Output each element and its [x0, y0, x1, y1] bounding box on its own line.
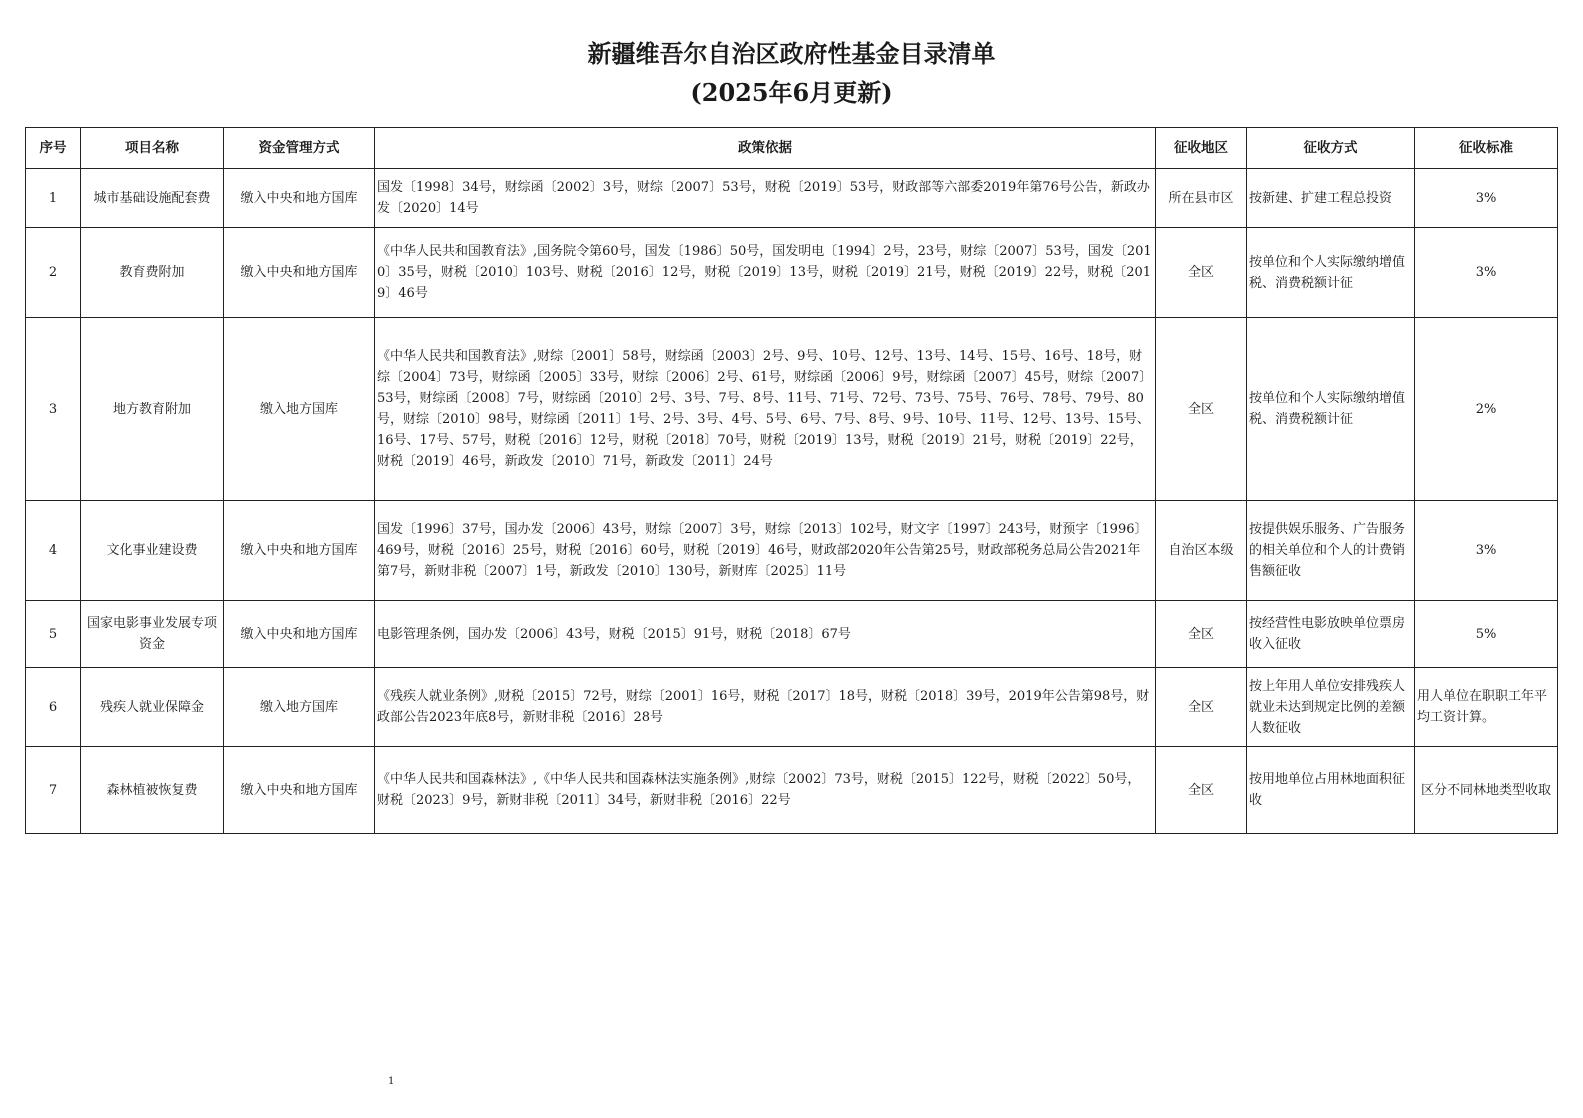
cell-name: 国家电影事业发展专项资金	[81, 601, 224, 668]
cell-method: 按经营性电影放映单位票房收入征收	[1247, 601, 1415, 668]
cell-no: 3	[26, 318, 81, 501]
cell-method: 按新建、扩建工程总投资	[1247, 169, 1415, 228]
cell-standard: 区分不同林地类型收取	[1415, 747, 1558, 834]
header-policy: 政策依据	[375, 128, 1156, 169]
table-row	[26, 747, 1558, 834]
cell-management: 缴入中央和地方国库	[224, 501, 375, 601]
cell-standard: 3%	[1415, 169, 1558, 228]
table-header-row	[26, 128, 1558, 169]
cell-management: 缴入中央和地方国库	[224, 747, 375, 834]
cell-management: 缴入地方国库	[224, 318, 375, 501]
cell-policy: 《中华人民共和国森林法》,《中华人民共和国森林法实施条例》,财综〔2002〕73号，财税〔2015〕122号，财税〔2022〕50号，财税〔2023〕9号，新财非税〔2011〕34号，新财非税〔2016〕22号	[375, 747, 1156, 834]
cell-no: 2	[26, 228, 81, 318]
cell-region: 全区	[1156, 228, 1247, 318]
cell-policy: 电影管理条例，国办发〔2006〕43号，财税〔2015〕91号，财税〔2018〕67号	[375, 601, 1156, 668]
cell-name: 森林植被恢复费	[81, 747, 224, 834]
cell-region: 全区	[1156, 601, 1247, 668]
header-standard: 征收标准	[1415, 128, 1558, 169]
cell-no: 7	[26, 747, 81, 834]
header-region: 征收地区	[1156, 128, 1247, 169]
header-method: 征收方式	[1247, 128, 1415, 169]
table-row	[26, 601, 1558, 668]
cell-policy: 《中华人民共和国教育法》,财综〔2001〕58号，财综函〔2003〕2号、9号、10号、12号、13号、14号、15号、16号、18号，财综〔2004〕73号，财综函〔2005〕33号，财综〔2006〕2号、61号，财综函〔2006〕9号，财综函〔2007〕45号，财综〔2007〕53号，财综函〔2008〕7号，财综函〔2010〕2号、3号、7号、8号、11号、71号、72号、73号、75号、76号、78号、79号、80号，财综〔2010〕98号，财综函〔2011〕1号、2号、3号、4号、5号、6号、7号、8号、9号、10号、11号、12号、13号、15号、16号、17号、57号，财税〔2016〕12号，财税〔2018〕70号，财税〔2019〕13号，财税〔2019〕21号，财税〔2019〕22号，财税〔2019〕46号，新政发〔2010〕71号，新政发〔2011〕24号	[375, 318, 1156, 501]
cell-standard: 5%	[1415, 601, 1558, 668]
fund-catalog-table	[25, 127, 1558, 834]
table-row	[26, 228, 1558, 318]
cell-no: 1	[26, 169, 81, 228]
cell-management: 缴入中央和地方国库	[224, 228, 375, 318]
table-row	[26, 318, 1558, 501]
cell-method: 按提供娱乐服务、广告服务的相关单位和个人的计费销售额征收	[1247, 501, 1415, 601]
table-row	[26, 501, 1558, 601]
header-no: 序号	[26, 128, 81, 169]
cell-region: 全区	[1156, 318, 1247, 501]
document-title: 新疆维吾尔自治区政府性基金目录清单	[587, 39, 996, 68]
page-number: 1	[388, 1076, 395, 1087]
header-management: 资金管理方式	[224, 128, 375, 169]
cell-management: 缴入地方国库	[224, 668, 375, 747]
cell-name: 城市基础设施配套费	[81, 169, 224, 228]
document-subtitle: (2025年6月更新)	[690, 78, 893, 107]
cell-policy: 国发〔1996〕37号，国办发〔2006〕43号，财综〔2007〕3号，财综〔2013〕102号，财文字〔1997〕243号，财预字〔1996〕469号，财税〔2016〕25号，财税〔2016〕60号，财税〔2019〕46号，财政部2020年公告第25号，财政部税务总局公告2021年第7号，新财非税〔2007〕1号，新政发〔2010〕130号，新财库〔2025〕11号	[375, 501, 1156, 601]
cell-no: 6	[26, 668, 81, 747]
cell-policy: 《残疾人就业条例》,财税〔2015〕72号，财综〔2001〕16号，财税〔2017〕18号，财税〔2018〕39号，2019年公告第98号，财政部公告2023年底8号，新财非税〔2016〕28号	[375, 668, 1156, 747]
cell-region: 全区	[1156, 668, 1247, 747]
cell-standard: 用人单位在职职工年平均工资计算。	[1415, 668, 1558, 747]
cell-method: 按上年用人单位安排残疾人就业未达到规定比例的差额人数征收	[1247, 668, 1415, 747]
cell-method: 按用地单位占用林地面积征收	[1247, 747, 1415, 834]
cell-no: 5	[26, 601, 81, 668]
cell-management: 缴入中央和地方国库	[224, 601, 375, 668]
cell-policy: 国发〔1998〕34号，财综函〔2002〕3号，财综〔2007〕53号，财税〔2019〕53号，财政部等六部委2019年第76号公告，新政办发〔2020〕14号	[375, 169, 1156, 228]
table-row	[26, 169, 1558, 228]
cell-method: 按单位和个人实际缴纳增值税、消费税额计征	[1247, 318, 1415, 501]
cell-region: 自治区本级	[1156, 501, 1247, 601]
cell-policy: 《中华人民共和国教育法》,国务院令第60号，国发〔1986〕50号，国发明电〔1994〕2号，23号，财综〔2007〕53号，国发〔2010〕35号，财税〔2010〕103号、财税〔2016〕12号，财税〔2019〕13号，财税〔2019〕21号，财税〔2019〕22号，财税〔2019〕46号	[375, 228, 1156, 318]
cell-name: 地方教育附加	[81, 318, 224, 501]
cell-standard: 2%	[1415, 318, 1558, 501]
cell-no: 4	[26, 501, 81, 601]
cell-management: 缴入中央和地方国库	[224, 169, 375, 228]
cell-name: 教育费附加	[81, 228, 224, 318]
table-row	[26, 668, 1558, 747]
cell-region: 所在县市区	[1156, 169, 1247, 228]
cell-name: 残疾人就业保障金	[81, 668, 224, 747]
cell-standard: 3%	[1415, 228, 1558, 318]
header-name: 项目名称	[81, 128, 224, 169]
cell-name: 文化事业建设费	[81, 501, 224, 601]
cell-region: 全区	[1156, 747, 1247, 834]
cell-method: 按单位和个人实际缴纳增值税、消费税额计征	[1247, 228, 1415, 318]
cell-standard: 3%	[1415, 501, 1558, 601]
